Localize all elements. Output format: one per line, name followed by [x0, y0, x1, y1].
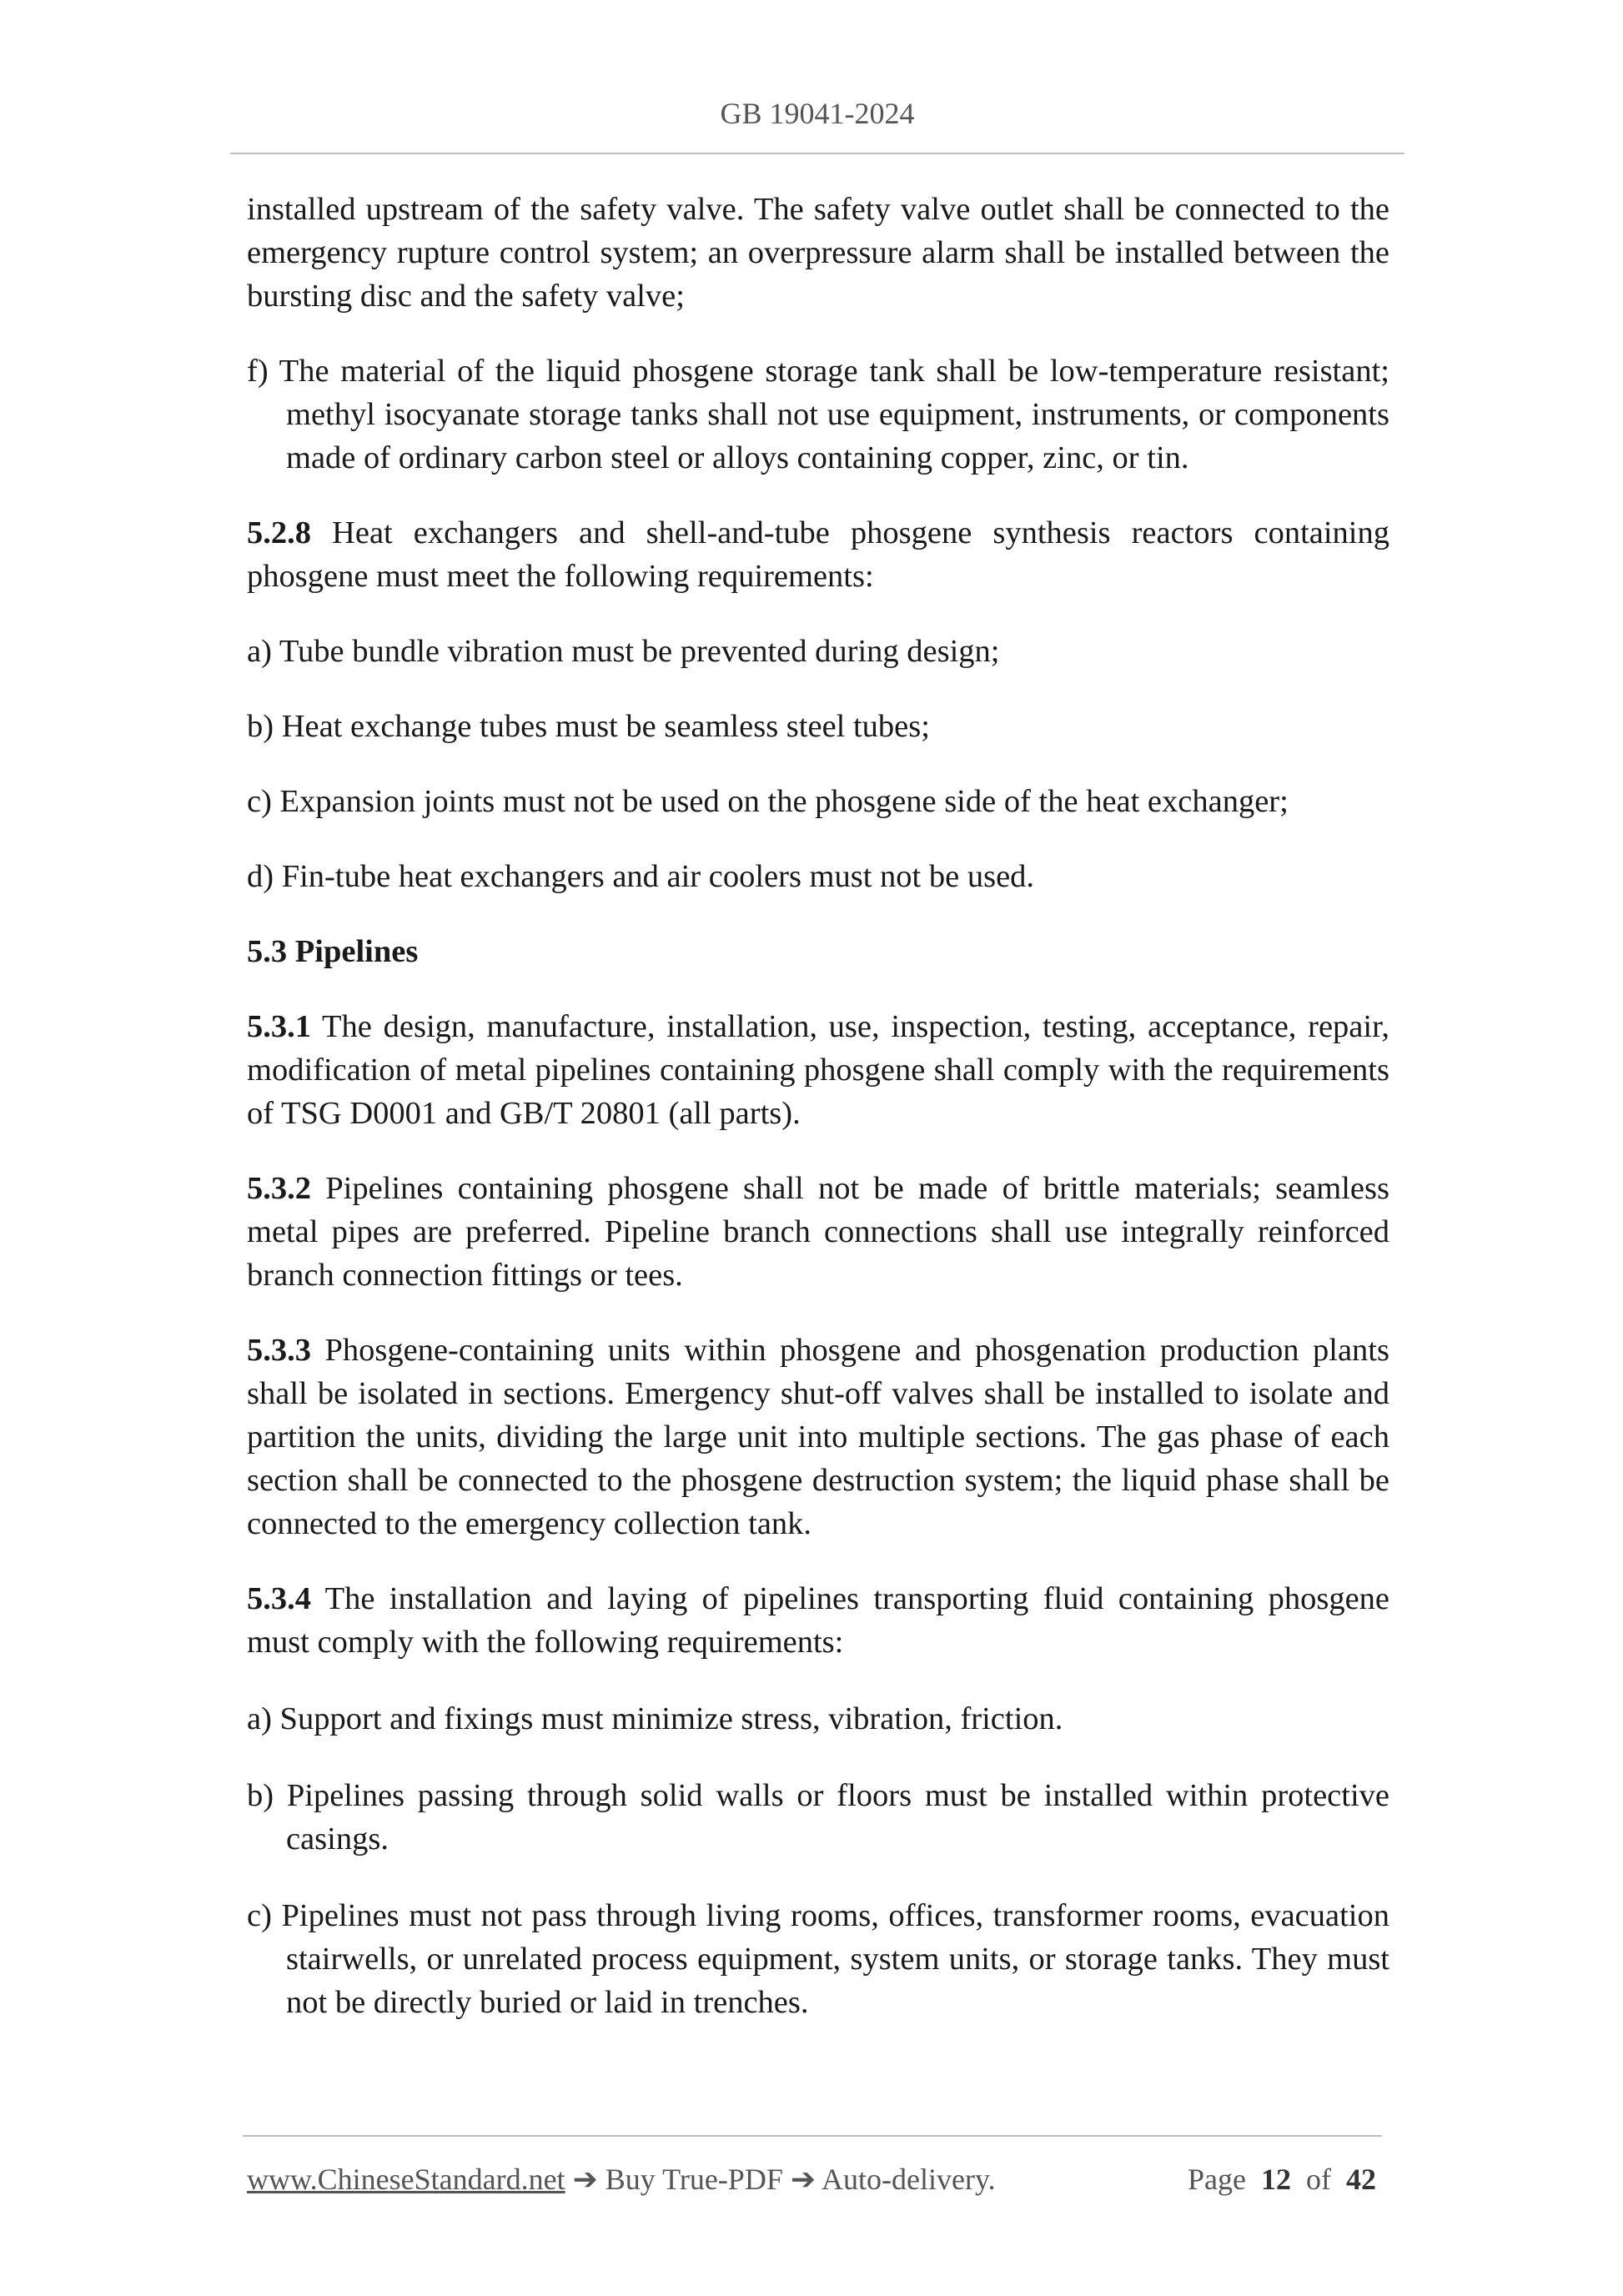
- buy-text: Buy True-PDF: [605, 2163, 783, 2196]
- list-item: a) Support and fixings must minimize stress, vibration, friction.: [247, 1701, 1063, 1736]
- page-number: 12: [1261, 2163, 1291, 2196]
- list-item: c) Pipelines must not pass through living rooms, offices, transformer rooms, evacuation stairwells, or unrelated process equipment, system units, or storage tanks. They must not be directly buried or laid in trenches.: [247, 1898, 1389, 2020]
- document-body: [247, 188, 1389, 2024]
- footer-divider: [243, 2135, 1382, 2137]
- arrow-right-icon: ➔: [790, 2163, 817, 2196]
- site-link[interactable]: www.ChineseStandard.net: [247, 2163, 565, 2196]
- list-item: b) Pipelines passing through solid walls or floors must be installed within protective casings.: [247, 1778, 1389, 1856]
- clause-number: 5.3.4: [247, 1581, 311, 1616]
- total-pages: 42: [1346, 2163, 1376, 2196]
- clause-5-3-4: [247, 1577, 1389, 1664]
- list-item: d) Fin-tube heat exchangers and air coolers must not be used.: [247, 859, 1035, 894]
- clause-5-3-3: [247, 1329, 1389, 1545]
- clause-text: Heat exchangers and shell-and-tube phosgene synthesis reactors containing phosgene must meet the following requirements:: [247, 515, 1389, 594]
- page-header: GB 19041-2024: [720, 97, 915, 130]
- page-label: Page: [1188, 2163, 1246, 2196]
- clause-text: Pipelines containing phosgene shall not be made of brittle materials; seamless metal pipes are preferred. Pipeline branch connections shall use integrally reinforced branch connection fittings or tees.: [247, 1171, 1389, 1293]
- clause-5-2-8: [247, 511, 1389, 598]
- list-item: c) Expansion joints must not be used on the phosgene side of the heat exchanger;: [247, 784, 1289, 819]
- header-divider: [230, 153, 1404, 154]
- clause-text: Phosgene-containing units within phosgene and phosgenation production plants shall be isolated in sections. Emergency shut-off valves shall be installed to isolate and partition the units, dividing the large unit into multiple sections. The gas phase of each section shall be connected to the phosgene destruction system; the liquid phase shall be connected to the emergency collection tank.: [247, 1333, 1389, 1541]
- list-item: b) Heat exchange tubes must be seamless steel tubes;: [247, 709, 930, 744]
- clause-5-3-1: [247, 1005, 1389, 1135]
- clause-number: 5.3.2: [247, 1171, 311, 1206]
- list-item-f: f) The material of the liquid phosgene storage tank shall be low-temperature resistant; methyl isocyanate storage tanks shall not use equipment, instruments, or components made of ordinary carbon steel or alloys containing copper, zinc, or tin.: [247, 354, 1389, 475]
- arrow-right-icon: ➔: [572, 2163, 598, 2196]
- clause-number: 5.3.1: [247, 1009, 311, 1044]
- of-label: of: [1306, 2163, 1331, 2196]
- section-heading: 5.3 Pipelines: [247, 934, 419, 969]
- clause-number: 5.2.8: [247, 515, 311, 550]
- clause-number: 5.3.3: [247, 1333, 311, 1368]
- page-indicator: [1188, 2162, 1376, 2197]
- clause-text: The design, manufacture, installation, use, inspection, testing, acceptance, repair, modification of metal pipelines containing phosgene shall comply with the requirements of TSG D0001 and GB/T 20801 (all parts).: [247, 1009, 1389, 1131]
- footer-promo: [247, 2162, 996, 2197]
- continuation-paragraph: installed upstream of the safety valve. The safety valve outlet shall be connected to the emergency rupture control system; an overpressure alarm shall be installed between the bursting disc and the safety valve;: [247, 192, 1389, 314]
- list-item: a) Tube bundle vibration must be prevented during design;: [247, 634, 1000, 669]
- clause-5-3-2: [247, 1167, 1389, 1297]
- delivery-text: Auto-delivery.: [822, 2163, 996, 2196]
- clause-text: The installation and laying of pipelines transporting fluid containing phosgene must comply with the following requirements:: [247, 1581, 1389, 1660]
